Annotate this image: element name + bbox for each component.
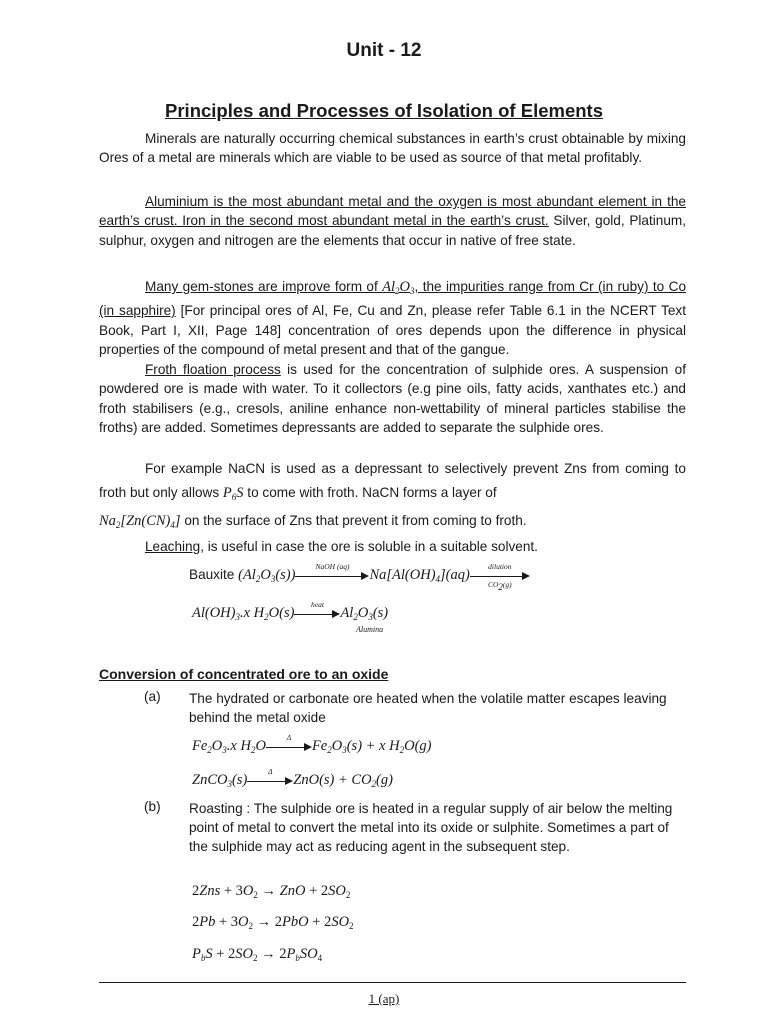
dilution-condition: dilution [488, 561, 512, 571]
delta-condition: Δ [286, 732, 292, 742]
alumina-equation: $Al(OH)_3.x$ $H_2O(s)$ heat $Al_2O_3(s)$ [192, 599, 389, 622]
item-b-label: (b) [144, 799, 161, 814]
nacn-text-c: on the surface of Zns that prevent it from coming to froth. [180, 513, 527, 528]
froth-flotation-text: is used for the concentration of sulphide ores. A suspension of powdered ore is made with water. To it collectors (e.g pine oils, fatty acids, xanthates etc.) and froth stabilisers (e.g., cresols, aniline enhance non-wettability of mineral particles stabilise the froths) are added. Sometimes depressants are added to separate the sulphide ores. [99, 362, 686, 435]
froth-flotation-term: Froth floation process [145, 362, 281, 377]
delta-condition: Δ [268, 766, 273, 776]
paragraph-gemstones [99, 277, 686, 359]
abundance-underlined-text: Aluminium is the most abundant metal and the oxygen is most abundant element in the earth’s crust. Iron in the second most abundant metal in the earth’s crust. [99, 194, 686, 229]
sodium-zincate-formula: $Na_2[Zn(CN)_4]$ [99, 513, 181, 530]
item-a-label: (a) [144, 689, 161, 704]
impurities-underlined-text: , the impurities range from Cr (in ruby) to Co (in sapphire) [99, 279, 687, 319]
pb-roasting-equation: $2Pb + 3O_2 \to 2PbO + 2SO_2$ [192, 914, 354, 931]
paragraph-leaching [99, 537, 686, 556]
paragraph-froth-flotation [99, 360, 686, 437]
unit-heading: Unit - 12 [346, 40, 422, 61]
bauxite-equation: Bauxite $(Al_2O_3(s))$ NaOH (aq) $Na[Al(OH)_4](aq)$ dilution $CO_2(g)$ [189, 567, 530, 584]
ps-formula: $P_6S$ [222, 485, 244, 502]
hydrated-oxide-equation: $Fe_2O_3.x$ $H_2O$ Δ $Fe_2O_3(s) + x$ $H_2O(g)$ [192, 732, 432, 755]
abundance-text: Silver, gold, Platinum, sulphur, oxygen and nitrogen are the elements that occur in native of free state. [99, 213, 686, 248]
carbonate-equation: ZnCO$_3$(s) Δ $ZnO(s) + CO_2(g)$ [192, 766, 393, 789]
footer-divider [99, 982, 686, 983]
gemstones-underlined-text: Many gem-stones are improve form of [145, 279, 383, 294]
paragraph-minerals: Minerals are naturally occurring chemical substances in earth’s crust obtainable by mixing Ores of a metal are minerals which are viable to be used as source of that metal profitably. [99, 131, 686, 166]
nacn-text-b: to come with froth. NaCN forms a layer of [243, 485, 497, 500]
alumina-formula: $Al_2O_3$ [382, 279, 415, 296]
nacn-text-a: For example NaCN is used as a depressant to selectively prevent Zns from coming to froth but only allows [99, 461, 686, 500]
leaching-text: , is useful in case the ore is soluble in a suitable solvent. [200, 539, 538, 554]
paragraph-nacn [99, 457, 686, 537]
bauxite-label: Bauxite [189, 567, 235, 582]
page-number: 1 (ap) [368, 991, 400, 1006]
item-b-text: Roasting : The sulphide ore is heated in a regular supply of air below the melting point of metal to convert the metal into its oxide or sulphite. Sometimes a part of the sulphide may act as reducing agent in the subsequent step. [189, 801, 673, 854]
item-a-text: The hydrated or carbonate ore heated when the volatile matter escapes leaving behind the metal oxide [189, 691, 667, 725]
ps-roasting-equation: $P_bS + 2SO_2 \to 2P_bSO_4$ [192, 946, 323, 963]
paragraph-abundance [99, 192, 686, 250]
alumina-label: Alumina [356, 625, 384, 634]
zns-roasting-equation: $2Zns + 3O_2$ → ZnO + $2SO_2$ [192, 883, 351, 900]
naoh-condition: NaOH (aq) [315, 561, 350, 571]
leaching-term: Leaching [145, 539, 201, 554]
section-heading: Conversion of concentrated ore to an oxide [99, 666, 389, 682]
page-title: Principles and Processes of Isolation of Elements [165, 100, 603, 121]
heat-condition: heat [310, 599, 324, 609]
gemstones-text: [For principal ores of Al, Fe, Cu and Zn, please refer Table 6.1 in the NCERT Text Book, Part I, XII, Page 148] concentration of ores depends upon the difference in physical properties of the compound of metal present and that of the gangue. [99, 303, 686, 357]
